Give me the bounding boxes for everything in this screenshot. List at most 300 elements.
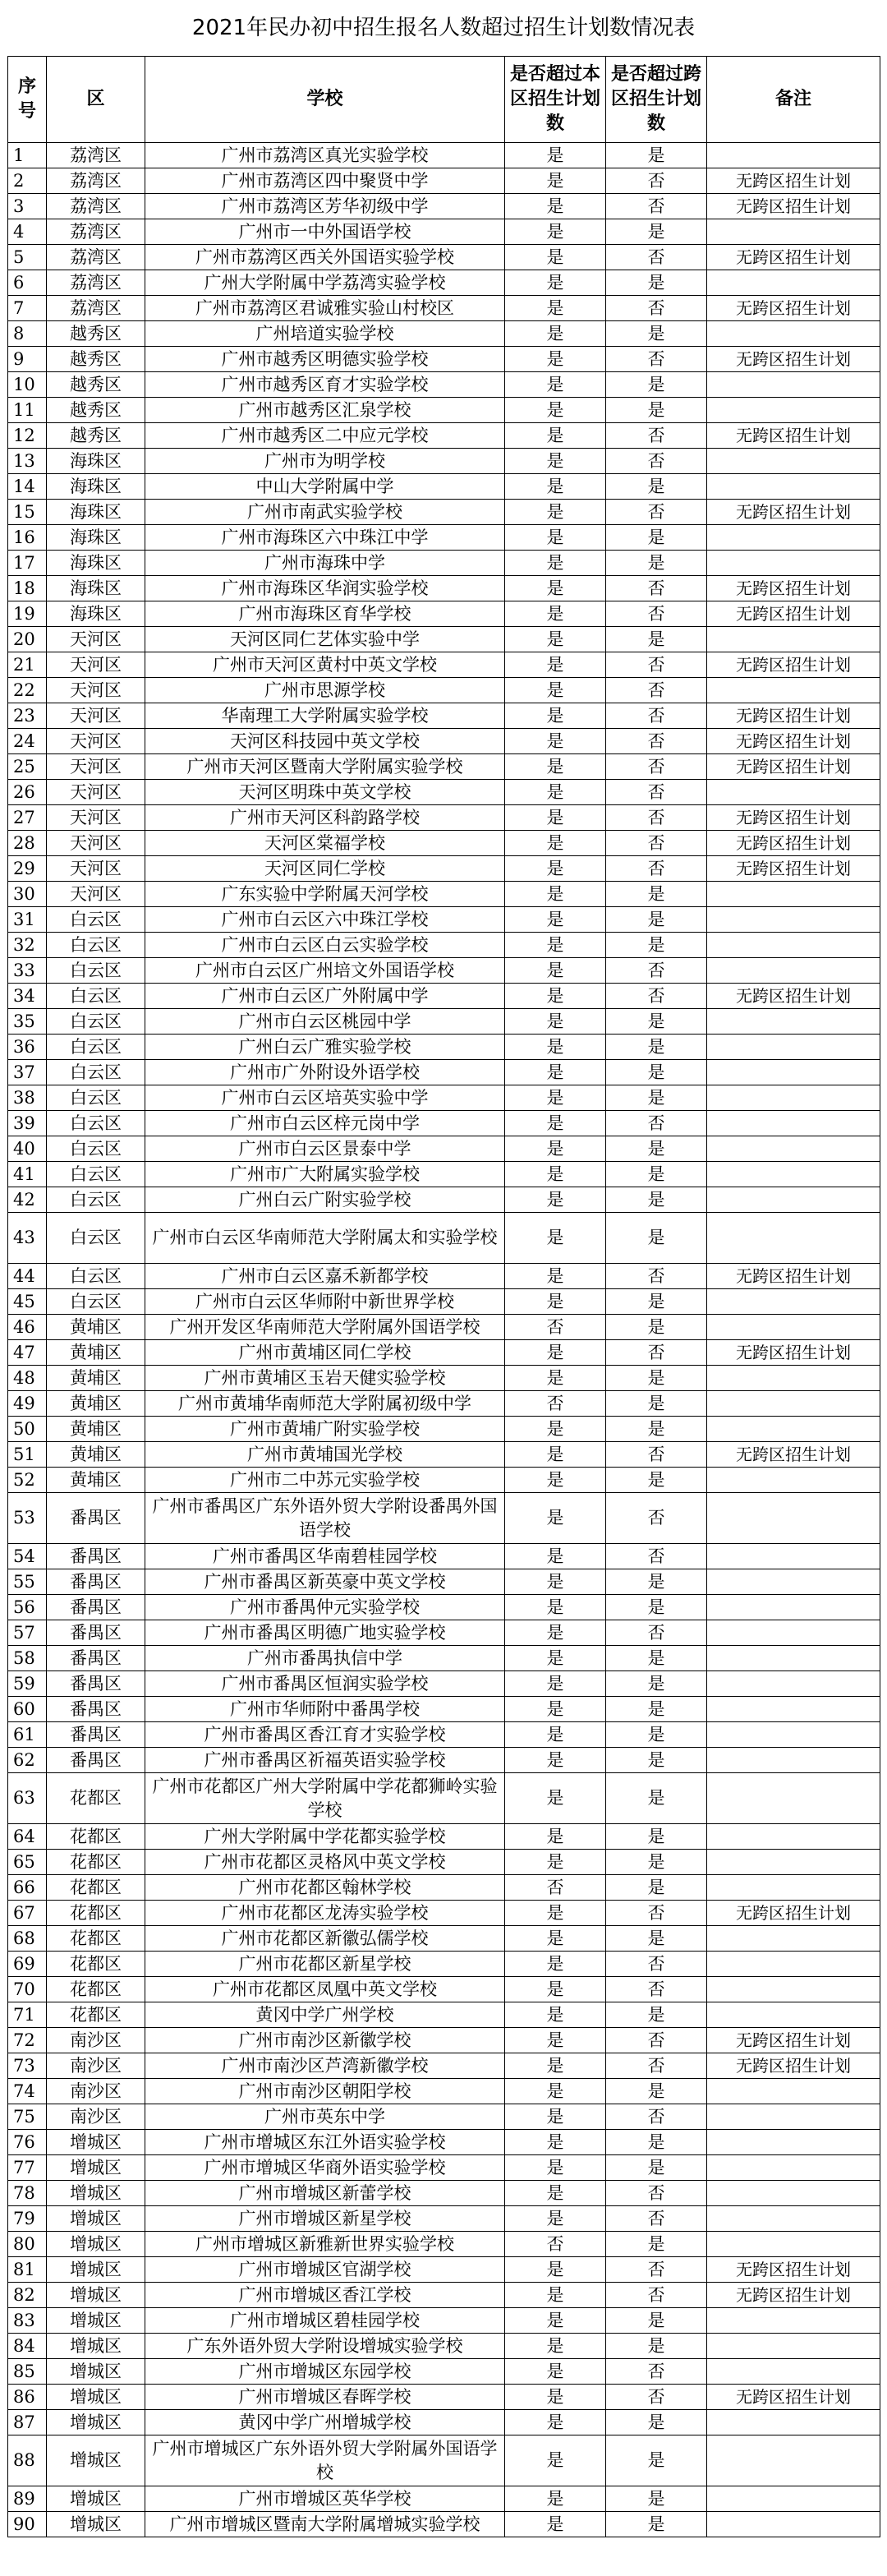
table-row <box>8 2181 880 2206</box>
row-district: 荔湾区 <box>47 168 145 194</box>
row-school: 广州市荔湾区真光实验学校 <box>145 143 505 168</box>
row-remark <box>707 2079 880 2104</box>
row-number: 3 <box>8 194 47 219</box>
row-number: 44 <box>8 1264 47 1289</box>
row-over-local: 是 <box>505 194 606 219</box>
row-over-cross: 否 <box>606 678 707 703</box>
row-over-cross: 否 <box>606 831 707 856</box>
row-remark <box>707 143 880 168</box>
row-school: 广州市番禺区香江育才实验学校 <box>145 1722 505 1748</box>
row-over-cross: 否 <box>606 2053 707 2079</box>
row-over-cross: 否 <box>606 2359 707 2385</box>
row-over-cross: 否 <box>606 2257 707 2283</box>
row-district: 番禺区 <box>47 1595 145 1620</box>
row-school: 广州市白云区培英实验中学 <box>145 1085 505 1111</box>
row-school: 广州市天河区科韵路学校 <box>145 805 505 831</box>
row-number: 47 <box>8 1340 47 1366</box>
row-over-cross: 是 <box>606 2334 707 2359</box>
row-district: 黄埔区 <box>47 1442 145 1468</box>
table-row <box>8 2104 880 2130</box>
row-over-cross: 是 <box>606 551 707 576</box>
row-district: 南沙区 <box>47 2053 145 2079</box>
row-over-cross: 是 <box>606 1697 707 1722</box>
row-over-local: 否 <box>505 1875 606 1901</box>
row-over-local: 是 <box>505 1417 606 1442</box>
row-over-cross: 否 <box>606 2385 707 2410</box>
row-remark <box>707 1926 880 1952</box>
table-row <box>8 678 880 703</box>
row-district: 海珠区 <box>47 474 145 500</box>
row-district: 番禺区 <box>47 1569 145 1595</box>
row-number: 18 <box>8 576 47 601</box>
row-number: 36 <box>8 1035 47 1060</box>
row-remark <box>707 2130 880 2155</box>
row-district: 番禺区 <box>47 1748 145 1773</box>
row-district: 黄埔区 <box>47 1340 145 1366</box>
row-district: 花都区 <box>47 2002 145 2028</box>
row-district: 花都区 <box>47 1824 145 1850</box>
header-district: 区 <box>47 57 145 143</box>
row-number: 60 <box>8 1697 47 1722</box>
row-school: 广州市增城区香江学校 <box>145 2283 505 2308</box>
row-over-cross: 否 <box>606 2104 707 2130</box>
row-school: 广州市荔湾区四中聚贤中学 <box>145 168 505 194</box>
row-school: 广州市增城区碧桂园学校 <box>145 2308 505 2334</box>
table-row <box>8 652 880 678</box>
row-school: 广州市荔湾区西关外国语实验学校 <box>145 245 505 270</box>
row-school: 广州市南沙区芦湾新徽学校 <box>145 2053 505 2079</box>
row-over-cross: 是 <box>606 2079 707 2104</box>
row-district: 白云区 <box>47 1085 145 1111</box>
row-school: 广州市天河区黄村中英文学校 <box>145 652 505 678</box>
row-district: 增城区 <box>47 2155 145 2181</box>
table-row <box>8 958 880 984</box>
row-remark <box>707 1136 880 1162</box>
row-remark <box>707 1289 880 1315</box>
row-number: 27 <box>8 805 47 831</box>
row-district: 海珠区 <box>47 500 145 525</box>
table-row <box>8 1646 880 1671</box>
row-over-cross: 是 <box>606 1417 707 1442</box>
row-over-local: 是 <box>505 2283 606 2308</box>
table-row <box>8 1009 880 1035</box>
row-school: 广州市增城区东江外语实验学校 <box>145 2130 505 2155</box>
row-school: 黄冈中学广州增城学校 <box>145 2410 505 2435</box>
row-number: 24 <box>8 729 47 754</box>
row-district: 番禺区 <box>47 1722 145 1748</box>
row-school: 广州市越秀区育才实验学校 <box>145 372 505 398</box>
row-remark: 无跨区招生计划 <box>707 2028 880 2053</box>
row-remark: 无跨区招生计划 <box>707 576 880 601</box>
row-district: 天河区 <box>47 703 145 729</box>
row-number: 20 <box>8 627 47 652</box>
row-over-local: 是 <box>505 1748 606 1773</box>
row-remark: 无跨区招生计划 <box>707 168 880 194</box>
row-school: 广州市白云区华南师范大学附属太和实验学校 <box>145 1213 505 1264</box>
row-over-local: 是 <box>505 2130 606 2155</box>
row-number: 82 <box>8 2283 47 2308</box>
row-over-cross: 否 <box>606 1901 707 1926</box>
row-over-local: 是 <box>505 2181 606 2206</box>
row-over-local: 是 <box>505 1111 606 1136</box>
row-over-local: 是 <box>505 2206 606 2232</box>
row-over-local: 是 <box>505 2308 606 2334</box>
row-remark <box>707 372 880 398</box>
row-over-local: 是 <box>505 2435 606 2486</box>
row-remark <box>707 1824 880 1850</box>
row-number: 71 <box>8 2002 47 2028</box>
row-school: 广州市番禺区新英豪中英文学校 <box>145 1569 505 1595</box>
row-school: 广州市南沙区新徽学校 <box>145 2028 505 2053</box>
row-remark <box>707 2206 880 2232</box>
row-over-local: 是 <box>505 551 606 576</box>
row-school: 广州市白云区桃园中学 <box>145 1009 505 1035</box>
row-remark: 无跨区招生计划 <box>707 984 880 1009</box>
row-over-cross: 是 <box>606 372 707 398</box>
row-number: 33 <box>8 958 47 984</box>
row-number: 74 <box>8 2079 47 2104</box>
row-number: 14 <box>8 474 47 500</box>
row-over-local: 是 <box>505 958 606 984</box>
row-remark <box>707 1111 880 1136</box>
row-remark <box>707 882 880 907</box>
table-row <box>8 372 880 398</box>
row-number: 61 <box>8 1722 47 1748</box>
row-remark <box>707 2155 880 2181</box>
row-remark <box>707 2232 880 2257</box>
table-row <box>8 1162 880 1187</box>
table-row <box>8 2053 880 2079</box>
row-remark <box>707 1035 880 1060</box>
row-over-cross: 是 <box>606 1366 707 1391</box>
row-number: 86 <box>8 2385 47 2410</box>
row-remark: 无跨区招生计划 <box>707 1442 880 1468</box>
row-school: 广州市黄埔广附实验学校 <box>145 1417 505 1442</box>
row-over-local: 是 <box>505 2002 606 2028</box>
row-district: 白云区 <box>47 1264 145 1289</box>
row-over-local: 是 <box>505 1162 606 1187</box>
table-row <box>8 805 880 831</box>
row-remark <box>707 627 880 652</box>
row-number: 75 <box>8 2104 47 2130</box>
row-over-local: 是 <box>505 1085 606 1111</box>
row-over-cross: 是 <box>606 1671 707 1697</box>
row-school: 广州市白云区六中珠江学校 <box>145 907 505 933</box>
row-district: 越秀区 <box>47 398 145 423</box>
table-row <box>8 907 880 933</box>
row-remark <box>707 270 880 296</box>
row-over-local: 是 <box>505 1187 606 1213</box>
row-over-local: 是 <box>505 2385 606 2410</box>
row-number: 26 <box>8 780 47 805</box>
row-number: 35 <box>8 1009 47 1035</box>
row-over-cross: 是 <box>606 882 707 907</box>
row-school: 广州市荔湾区君诚雅实验山村校区 <box>145 296 505 321</box>
row-over-local: 是 <box>505 652 606 678</box>
row-school: 广州市番禺区明德广地实验学校 <box>145 1620 505 1646</box>
row-remark <box>707 958 880 984</box>
row-over-local: 否 <box>505 1315 606 1340</box>
row-remark: 无跨区招生计划 <box>707 856 880 882</box>
row-over-local: 是 <box>505 601 606 627</box>
row-over-cross: 是 <box>606 1315 707 1340</box>
row-number: 12 <box>8 423 47 449</box>
table-row <box>8 1544 880 1569</box>
row-number: 45 <box>8 1289 47 1315</box>
row-over-cross: 否 <box>606 2206 707 2232</box>
row-remark: 无跨区招生计划 <box>707 703 880 729</box>
row-over-local: 否 <box>505 1391 606 1417</box>
row-number: 29 <box>8 856 47 882</box>
table-row <box>8 1697 880 1722</box>
table-row <box>8 398 880 423</box>
row-remark <box>707 2181 880 2206</box>
row-district: 增城区 <box>47 2435 145 2486</box>
table-row <box>8 1926 880 1952</box>
row-number: 50 <box>8 1417 47 1442</box>
row-over-cross: 否 <box>606 1493 707 1544</box>
row-district: 白云区 <box>47 1136 145 1162</box>
row-remark <box>707 1544 880 1569</box>
row-remark <box>707 907 880 933</box>
row-over-cross: 否 <box>606 1340 707 1366</box>
row-number: 46 <box>8 1315 47 1340</box>
row-district: 增城区 <box>47 2486 145 2512</box>
row-over-cross: 否 <box>606 856 707 882</box>
row-district: 花都区 <box>47 1977 145 2002</box>
row-school: 广州市黄埔华南师范大学附属初级中学 <box>145 1391 505 1417</box>
row-district: 天河区 <box>47 831 145 856</box>
table-row <box>8 1264 880 1289</box>
row-over-local: 是 <box>505 2053 606 2079</box>
row-district: 越秀区 <box>47 372 145 398</box>
row-over-local: 是 <box>505 347 606 372</box>
row-over-local: 是 <box>505 703 606 729</box>
row-over-cross: 是 <box>606 1213 707 1264</box>
table-row <box>8 2155 880 2181</box>
row-number: 30 <box>8 882 47 907</box>
row-number: 8 <box>8 321 47 347</box>
row-remark <box>707 2359 880 2385</box>
row-over-cross: 否 <box>606 449 707 474</box>
row-over-cross: 是 <box>606 474 707 500</box>
row-district: 番禺区 <box>47 1646 145 1671</box>
row-school: 广州市华师附中番禺学校 <box>145 1697 505 1722</box>
row-district: 增城区 <box>47 2308 145 2334</box>
row-over-cross: 是 <box>606 1824 707 1850</box>
row-over-local: 是 <box>505 805 606 831</box>
table-row <box>8 1595 880 1620</box>
row-over-cross: 是 <box>606 1060 707 1085</box>
row-district: 白云区 <box>47 1289 145 1315</box>
row-district: 荔湾区 <box>47 194 145 219</box>
row-over-local: 是 <box>505 1340 606 1366</box>
row-school: 广州市花都区新徽弘儒学校 <box>145 1926 505 1952</box>
row-over-local: 是 <box>505 1952 606 1977</box>
row-school: 广州白云广附实验学校 <box>145 1187 505 1213</box>
row-over-local: 是 <box>505 1671 606 1697</box>
table-row <box>8 933 880 958</box>
table-row <box>8 2435 880 2486</box>
row-school: 广州市增城区暨南大学附属增城实验学校 <box>145 2512 505 2537</box>
row-remark <box>707 2334 880 2359</box>
row-over-cross: 否 <box>606 296 707 321</box>
row-school: 广东外语外贸大学附设增城实验学校 <box>145 2334 505 2359</box>
row-number: 83 <box>8 2308 47 2334</box>
row-over-local: 是 <box>505 1136 606 1162</box>
row-district: 增城区 <box>47 2232 145 2257</box>
row-number: 1 <box>8 143 47 168</box>
row-over-local: 是 <box>505 423 606 449</box>
row-district: 荔湾区 <box>47 270 145 296</box>
row-remark <box>707 1850 880 1875</box>
row-over-cross: 否 <box>606 194 707 219</box>
row-over-cross: 否 <box>606 1264 707 1289</box>
row-remark <box>707 2104 880 2130</box>
table-row <box>8 2079 880 2104</box>
row-district: 增城区 <box>47 2181 145 2206</box>
row-number: 84 <box>8 2334 47 2359</box>
row-school: 广州市越秀区汇泉学校 <box>145 398 505 423</box>
row-remark: 无跨区招生计划 <box>707 2257 880 2283</box>
row-over-cross: 是 <box>606 2155 707 2181</box>
row-remark: 无跨区招生计划 <box>707 1340 880 1366</box>
row-remark <box>707 933 880 958</box>
row-over-local: 否 <box>505 2232 606 2257</box>
table-row <box>8 856 880 882</box>
table-row <box>8 780 880 805</box>
row-over-cross: 否 <box>606 703 707 729</box>
row-over-local: 是 <box>505 1035 606 1060</box>
row-over-local: 是 <box>505 933 606 958</box>
row-remark <box>707 2512 880 2537</box>
row-district: 花都区 <box>47 1773 145 1824</box>
row-over-local: 是 <box>505 500 606 525</box>
table-row <box>8 703 880 729</box>
row-over-local: 是 <box>505 1060 606 1085</box>
row-number: 28 <box>8 831 47 856</box>
row-number: 11 <box>8 398 47 423</box>
table-row <box>8 296 880 321</box>
row-school: 广州市番禺区广东外语外贸大学附设番禺外国语学校 <box>145 1493 505 1544</box>
row-remark: 无跨区招生计划 <box>707 500 880 525</box>
row-number: 66 <box>8 1875 47 1901</box>
row-over-cross: 是 <box>606 933 707 958</box>
row-remark <box>707 1697 880 1722</box>
table-row <box>8 1366 880 1391</box>
row-over-cross: 否 <box>606 2283 707 2308</box>
row-district: 黄埔区 <box>47 1417 145 1442</box>
row-district: 白云区 <box>47 907 145 933</box>
row-over-cross: 是 <box>606 2002 707 2028</box>
table-row <box>8 1671 880 1697</box>
row-number: 19 <box>8 601 47 627</box>
row-school: 广州市花都区凤凰中英文学校 <box>145 1977 505 2002</box>
row-school: 广州市南沙区朝阳学校 <box>145 2079 505 2104</box>
row-over-cross: 是 <box>606 525 707 551</box>
row-number: 56 <box>8 1595 47 1620</box>
row-district: 南沙区 <box>47 2079 145 2104</box>
row-school: 广州市增城区东园学校 <box>145 2359 505 2385</box>
table-row <box>8 423 880 449</box>
row-over-local: 是 <box>505 1569 606 1595</box>
row-over-cross: 是 <box>606 1289 707 1315</box>
row-remark: 无跨区招生计划 <box>707 194 880 219</box>
row-number: 17 <box>8 551 47 576</box>
row-number: 78 <box>8 2181 47 2206</box>
row-number: 73 <box>8 2053 47 2079</box>
row-district: 白云区 <box>47 1111 145 1136</box>
row-district: 增城区 <box>47 2385 145 2410</box>
row-number: 62 <box>8 1748 47 1773</box>
row-over-local: 是 <box>505 270 606 296</box>
row-over-local: 是 <box>505 907 606 933</box>
table-row <box>8 449 880 474</box>
table-row <box>8 2486 880 2512</box>
row-school: 广州市白云区广外附属中学 <box>145 984 505 1009</box>
row-remark: 无跨区招生计划 <box>707 423 880 449</box>
row-over-local: 是 <box>505 754 606 780</box>
row-number: 55 <box>8 1569 47 1595</box>
row-over-local: 是 <box>505 1773 606 1824</box>
row-over-cross: 否 <box>606 984 707 1009</box>
row-number: 10 <box>8 372 47 398</box>
table-row <box>8 1468 880 1493</box>
row-district: 白云区 <box>47 1162 145 1187</box>
row-over-local: 是 <box>505 1977 606 2002</box>
row-school: 广州市增城区新星学校 <box>145 2206 505 2232</box>
row-over-local: 是 <box>505 1850 606 1875</box>
row-over-cross: 是 <box>606 627 707 652</box>
row-school: 天河区明珠中英文学校 <box>145 780 505 805</box>
row-number: 58 <box>8 1646 47 1671</box>
row-remark <box>707 1366 880 1391</box>
row-district: 黄埔区 <box>47 1391 145 1417</box>
table-row <box>8 2232 880 2257</box>
header-over-local: 是否超过本区招生计划数 <box>505 57 606 143</box>
row-remark <box>707 1085 880 1111</box>
table-row <box>8 831 880 856</box>
row-over-local: 是 <box>505 678 606 703</box>
table-row <box>8 1901 880 1926</box>
row-district: 荔湾区 <box>47 219 145 245</box>
row-number: 32 <box>8 933 47 958</box>
row-over-cross: 是 <box>606 1926 707 1952</box>
row-school: 广州市白云区广州培文外国语学校 <box>145 958 505 984</box>
row-school: 广州市番禺区恒润实验学校 <box>145 1671 505 1697</box>
row-remark <box>707 525 880 551</box>
row-remark: 无跨区招生计划 <box>707 805 880 831</box>
row-number: 43 <box>8 1213 47 1264</box>
row-over-cross: 否 <box>606 1111 707 1136</box>
row-district: 海珠区 <box>47 551 145 576</box>
row-district: 荔湾区 <box>47 296 145 321</box>
table-row <box>8 576 880 601</box>
row-remark <box>707 1595 880 1620</box>
row-over-local: 是 <box>505 2359 606 2385</box>
table-row <box>8 1442 880 1468</box>
row-school: 广州市番禺区华南碧桂园学校 <box>145 1544 505 1569</box>
table-row <box>8 270 880 296</box>
row-over-local: 是 <box>505 2104 606 2130</box>
row-district: 白云区 <box>47 958 145 984</box>
row-number: 53 <box>8 1493 47 1544</box>
table-row <box>8 1493 880 1544</box>
table-row <box>8 1875 880 1901</box>
row-over-cross: 否 <box>606 805 707 831</box>
row-district: 海珠区 <box>47 525 145 551</box>
row-remark <box>707 321 880 347</box>
